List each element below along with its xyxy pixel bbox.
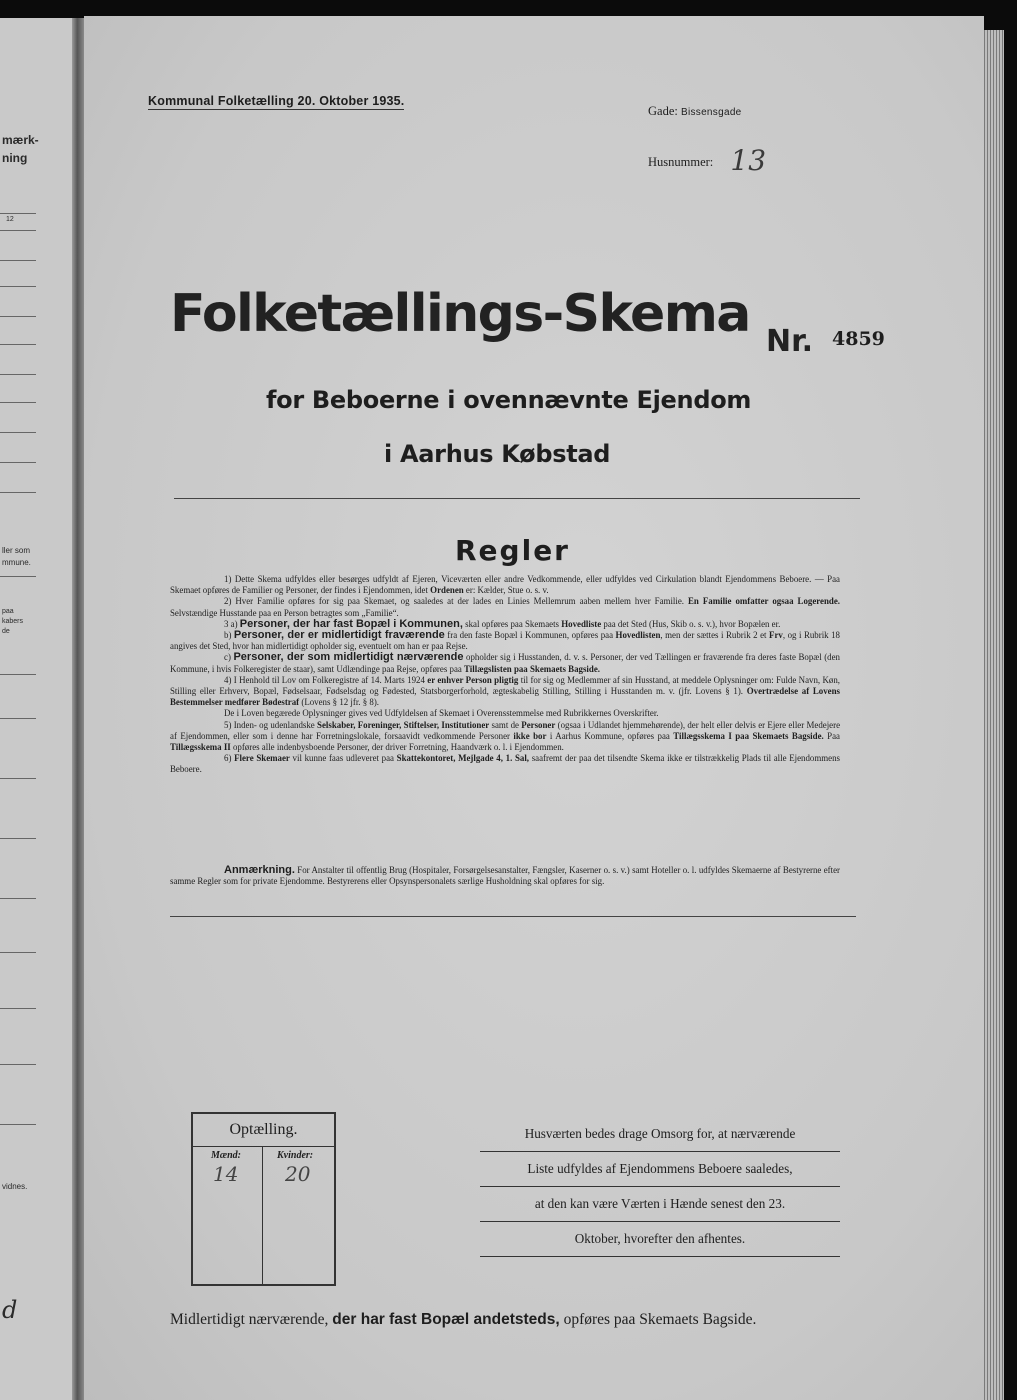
men-label: Mænd: xyxy=(211,1150,242,1161)
census-form-page xyxy=(84,16,984,1400)
men-count: 14 xyxy=(213,1162,239,1186)
notice-line: Liste udfyldes af Ejendommens Beboere saaledes, xyxy=(480,1152,840,1187)
footer-instruction: Midlertidigt nærværende, der har fast Bopæl andetsteds, opføres paa Skemaets Bagside. xyxy=(170,1311,757,1328)
rule-3a: 3 a) Personer, der har fast Bopæl i Kommunen, skal opføres paa Skemaets Hovedliste paa det Sted (Hus, Skib o. s. v.), hvor Bopælen er. xyxy=(224,617,781,630)
rule-4: 4) I Henhold til Lov om Folkeregistre af 14. Marts 1924 er enhver Person pligtig til for sig og Medlemmer af sin Husstand, at meddele Oplysninger om: Fulde Navn, Køn, Stilling eller Erhverv, Bopæl, Fødselsaar, Fødselsdag og Fødested, Statsborgerforhold, ægteskabelig Stilling, Stilling i Husstanden m. v. (jfr. Lovens § 1). Overtrædelse af Lovens Bestemmelser medfører Bødestraf (Lovens § 12 jfr. § 8). xyxy=(170,674,840,708)
rule-3c: c) Personer, der som midlertidigt nærværende opholder sig i Husstanden, d. v. s. Personer, der ved Tællingen er fraværende fra deres faste Bopæl (den Kommune, i hvis Folkeregister de staar), samt Udlændinge paa Rejse, opføres paa Tillægslisten paa Skemaets Bagside. xyxy=(170,651,840,674)
rule-4-cont: De i Loven begærede Oplysninger gives ved Udfyldelsen af Skemaet i Overensstemmelse med Rubrikkernes Overskrifter. xyxy=(224,708,659,719)
left-fragment: 12 xyxy=(6,216,14,223)
form-number-value: 4859 xyxy=(832,328,885,350)
street-value: Bissensgade xyxy=(680,107,742,118)
left-fragment: vidnes. xyxy=(2,1182,28,1191)
form-subtitle: for Beboerne i ovennævnte Ejendom xyxy=(266,386,752,414)
remark-text: For Anstalter til offentlig Brug (Hospitaler, Forsørgelsesanstalter, Fængsler, Kaserner o. s. v.) samt Hoteller o. l. udfyldes Skemaerne af Bestyrerne efter samme Regler som for private Ejendomme. Bestyrerens eller Opsynspersonalets særlige Husholdning skal opføres for sig. xyxy=(170,865,840,887)
remark-label: Anmærkning. xyxy=(224,864,295,876)
left-fragment: mærk- xyxy=(2,133,39,147)
left-fragment: kabers xyxy=(2,618,24,625)
house-number-field xyxy=(648,140,767,177)
rule-2: 2) Hver Familie opføres for sig paa Skemaet, og saaledes at der lades en Linies Mellemrum aaben mellem hver Familie. En Familie omfatter ogsaa Logerende. Selvstændige Husstande paa en Person betragtes som „Familie“. xyxy=(170,596,841,618)
street-label: Gade: xyxy=(648,104,678,118)
women-count: 20 xyxy=(285,1162,311,1186)
left-fragment: de xyxy=(2,628,10,635)
street-field xyxy=(648,104,742,119)
form-subtitle-city: i Aarhus Købstad xyxy=(384,440,611,468)
notice-line: Oktober, hvorefter den afhentes. xyxy=(480,1222,840,1257)
left-fragment: ning xyxy=(2,151,28,165)
count-box xyxy=(191,1112,336,1286)
rules-heading: Regler xyxy=(455,534,570,567)
left-fragment: paa xyxy=(2,608,14,615)
rule-5: 5) Inden- og udenlandske Selskaber, Foreninger, Stiftelser, Institutioner samt de Personer (ogsaa i Udlandet hjemmehørende), der helt eller delvis er Ejere eller Medejere af Ejendommen, eller som i denne har Forretningslokale, forsaavidt vedkommende Personer ikke bor i Aarhus Kommune, opføres paa Tillægsskema I paa Skemaets Bagside. Paa Tillægsskema II opføres alle indenbysboende Personer, der driver Forretning, Haandværk o. l. i Ejendommen. xyxy=(170,719,841,753)
divider xyxy=(170,916,856,917)
rule-1: 1) Dette Skema udfyldes eller besørges udfyldt af Ejeren, Viceværten eller andre Vedkommende, eller udfyldes ved Cirkulation blandt Ejendommens Beboere. — Paa Skemaet opføres de Familier og Personer, der findes i Ejendommen, idet Ordenen er: Kælder, Stue o. s. v. xyxy=(170,574,840,596)
page-stack-edge xyxy=(984,30,1004,1400)
left-fragment: mmune. xyxy=(2,558,31,567)
remark xyxy=(170,865,840,887)
landlord-notice xyxy=(480,1117,840,1257)
notice-line: Husværten bedes drage Omsorg for, at nærværende xyxy=(480,1117,840,1152)
census-date: Kommunal Folketælling 20. Oktober 1935. xyxy=(148,94,405,108)
women-label: Kvinder: xyxy=(277,1150,314,1161)
book-gutter xyxy=(72,18,84,1400)
divider xyxy=(174,498,860,499)
house-number-label: Husnummer: xyxy=(648,155,714,169)
house-number-value: 13 xyxy=(730,144,767,177)
rule-3b: b) Personer, der er midlertidigt fraværende fra den faste Bopæl i Kommunen, opføres paa Hovedlisten, men der sættes i Rubrik 2 et Frv, og i Rubrik 18 angives det Sted, hvor han midlertidigt opholder sig, eventuelt om han er paa Rejse. xyxy=(170,629,840,652)
left-page-edge xyxy=(0,18,80,1400)
rule-6: 6) Flere Skemaer vil kunne faas udleveret paa Skattekontoret, Mejlgade 4, 1. Sal, saafremt der paa det tilsendte Skema ikke er tilstrækkelig Plads til alle Ejendommens Beboere. xyxy=(170,753,840,775)
form-number-label: Nr. xyxy=(766,324,814,359)
left-fragment: ller som xyxy=(2,546,31,555)
count-heading: Optælling. xyxy=(193,1114,334,1147)
rules-body xyxy=(170,574,840,776)
form-title: Folketællings-Skema xyxy=(170,284,750,344)
notice-line: at den kan være Værten i Hænde senest den 23. xyxy=(480,1187,840,1222)
left-fragment: d xyxy=(2,1296,18,1324)
